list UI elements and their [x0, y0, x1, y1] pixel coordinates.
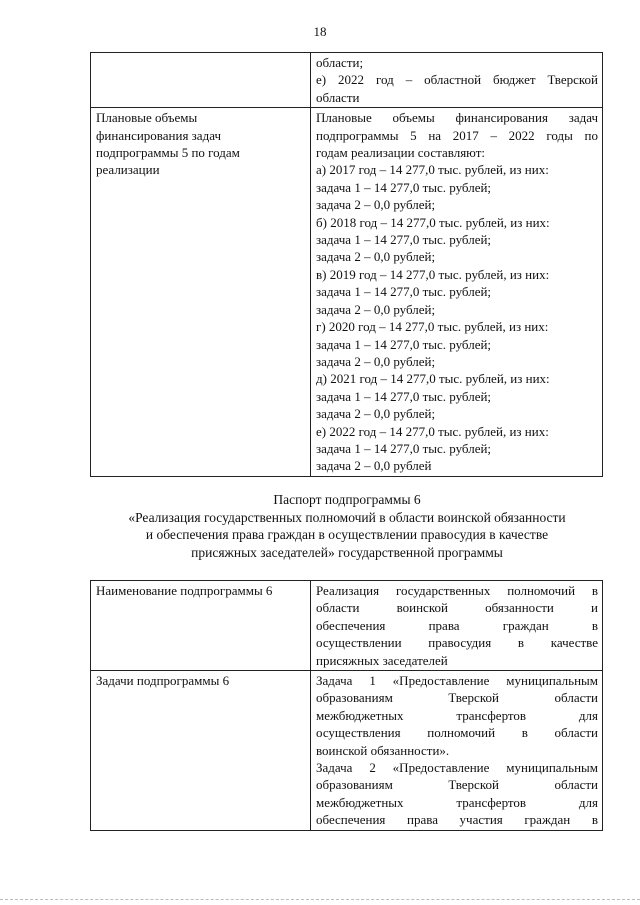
heading-line: присяжных заседателей» государственной программы	[191, 544, 503, 560]
text-line: области	[316, 89, 360, 105]
tasks-row	[91, 671, 603, 831]
financing-label-cell	[91, 108, 311, 477]
financing-row	[91, 108, 603, 477]
text-line: образованиям Тверской области	[316, 690, 598, 706]
tasks-label-cell	[91, 671, 311, 831]
text-line: задача 1 – 14 277,0 тыс. рублей;	[316, 284, 492, 300]
text-line: г) 2020 год – 14 277,0 тыс. рублей, из них:	[316, 319, 549, 335]
subprogram-passport-heading	[80, 491, 614, 561]
tasks-value-cell	[311, 671, 603, 831]
name-label-cell	[91, 581, 311, 671]
text-line: в) 2019 год – 14 277,0 тыс. рублей, из них:	[316, 266, 550, 282]
text-line: Наименование подпрограммы 6	[96, 583, 273, 598]
text-line: Задача 2 «Предоставление муниципальным	[316, 760, 598, 776]
text-line: задача 1 – 14 277,0 тыс. рублей;	[316, 179, 492, 195]
text-line: д) 2021 год – 14 277,0 тыс. рублей, из них:	[316, 371, 550, 387]
page-number: 18	[313, 24, 327, 39]
text-line: Реализация государственных полномочий в	[316, 583, 598, 598]
text-line: осуществлении правосудия в качестве	[316, 635, 598, 651]
empty-label-cell	[91, 53, 311, 108]
passport-table	[90, 580, 603, 831]
text-line: задача 1 – 14 277,0 тыс. рублей;	[316, 440, 492, 456]
text-line: задача 2 – 0,0 рублей;	[316, 406, 436, 422]
text-line: обеспечения права граждан в	[316, 617, 598, 633]
text-line: задача 1 – 14 277,0 тыс. рублей;	[316, 232, 492, 248]
text-line: реализации	[96, 162, 160, 178]
heading-line: Паспорт подпрограммы 6	[273, 492, 421, 507]
text-line: области воинской обязанности и	[316, 600, 598, 616]
text-line: присяжных заседателей	[316, 652, 448, 668]
text-line: подпрограммы 5 по годам	[96, 145, 240, 161]
financing-table	[90, 52, 603, 477]
heading-line: «Реализация государственных полномочий в области воинской обязанности	[128, 509, 566, 525]
text-line: межбюджетных трансфертов для	[316, 794, 598, 810]
text-line: Плановые объемы	[96, 110, 198, 126]
text-line: задача 1 – 14 277,0 тыс. рублей;	[316, 336, 492, 352]
financing-value-cell	[311, 108, 603, 477]
text-line: б) 2018 год – 14 277,0 тыс. рублей, из них:	[316, 214, 550, 230]
text-line: финансирования задач	[96, 127, 221, 143]
text-line: Плановые объемы финансирования задач	[316, 110, 598, 126]
text-line: задача 2 – 0,0 рублей;	[316, 249, 436, 265]
text-line: задача 2 – 0,0 рублей;	[316, 197, 436, 213]
text-line: обеспечения права участия граждан в	[316, 812, 598, 828]
text-line: воинской обязанности».	[316, 742, 450, 758]
text-line: задача 2 – 0,0 рублей;	[316, 301, 436, 317]
text-line: задача 1 – 14 277,0 тыс. рублей;	[316, 388, 492, 404]
text-line: а) 2017 год – 14 277,0 тыс. рублей, из них:	[316, 162, 549, 178]
text-line: Задачи подпрограммы 6	[96, 673, 230, 689]
text-line: годам реализации составляют:	[316, 145, 486, 161]
text-line: е) 2022 год – 14 277,0 тыс. рублей, из них:	[316, 423, 549, 439]
name-row	[91, 581, 603, 671]
text-line: Задача 1 «Предоставление муниципальным	[316, 673, 598, 689]
continuation-cell	[311, 53, 603, 108]
text-line: задача 2 – 0,0 рублей;	[316, 353, 436, 369]
continuation-row	[91, 53, 603, 108]
name-value-cell	[311, 581, 603, 671]
text-line: межбюджетных трансфертов для	[316, 707, 598, 723]
page-bottom-rule	[0, 899, 640, 900]
text-line: осуществления полномочий в области	[316, 725, 598, 741]
text-line: задача 2 – 0,0 рублей	[316, 458, 432, 474]
text-line: подпрограммы 5 на 2017 – 2022 годы по	[316, 127, 598, 143]
text-line: образованиям Тверской области	[316, 777, 598, 793]
text-line: е) 2022 год – областной бюджет Тверской	[316, 72, 598, 88]
heading-line: и обеспечения права граждан в осуществлении правосудия в качестве	[145, 527, 549, 543]
text-line: области;	[316, 55, 364, 70]
